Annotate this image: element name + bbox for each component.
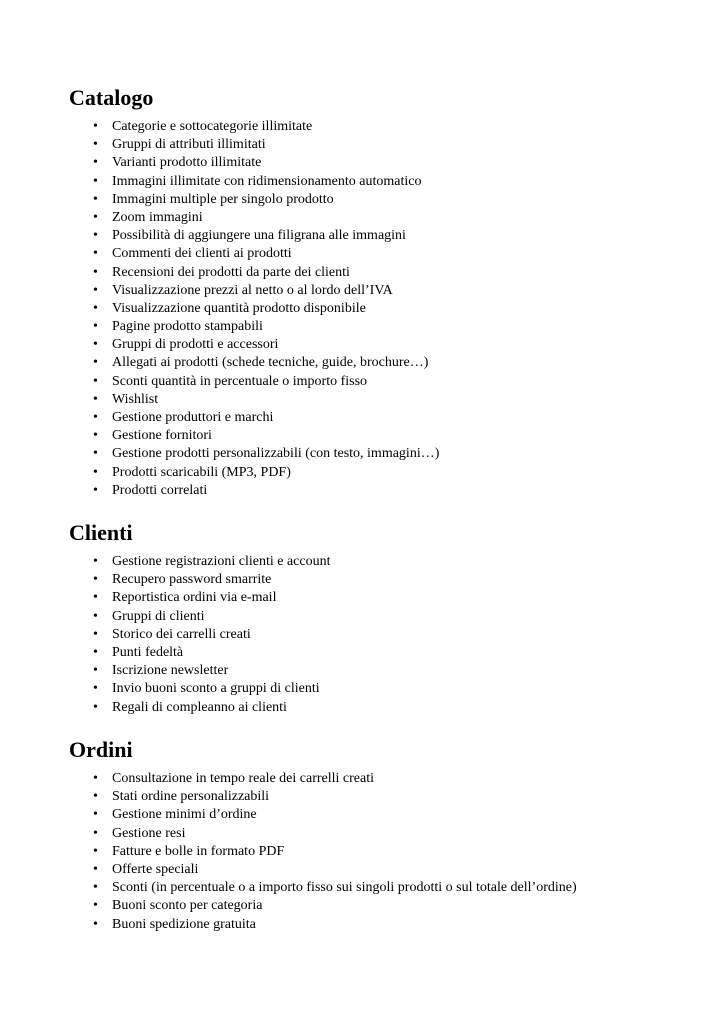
list-item [69,806,689,824]
list-item [69,897,689,915]
list-item-text: Allegati ai prodotti (schede tecniche, guide, brochure…) [112,355,429,371]
list-item-text: Offerte speciali [112,861,199,877]
list-item [69,136,689,154]
list-item [69,245,689,263]
bullet-icon: • [93,825,98,841]
list-item [69,318,689,336]
bullet-icon: • [93,264,98,280]
list-item-text: Iscrizione newsletter [112,663,229,679]
list-item [69,916,689,934]
list-item-text: Regali di compleanno ai clienti [112,699,287,715]
list-item [69,482,689,500]
list-item-text: Immagini multiple per singolo prodotto [112,191,334,207]
bullet-icon: • [93,155,98,171]
list-item-text: Gestione produttori e marchi [112,410,274,425]
bullet-icon: • [93,771,98,786]
list-item [69,788,689,806]
bullet-icon: • [93,843,98,859]
bullet-icon: • [93,789,98,805]
list-item [69,300,689,318]
list-item [69,191,689,209]
list-item [69,608,689,626]
list-item-text: Zoom immagini [112,209,203,225]
feature-list-catalogo [69,118,689,500]
list-item [69,699,689,717]
list-item-text: Invio buoni sconto a gruppi di clienti [112,681,320,697]
bullet-icon: • [93,391,98,407]
list-item-text: Possibilità di aggiungere una filigrana alle immagini [112,228,406,244]
bullet-icon: • [93,137,98,153]
bullet-icon: • [93,300,98,316]
bullet-icon: • [93,916,98,932]
list-item-text: Gestione resi [112,825,186,841]
list-item-text: Punti fedeltà [112,644,184,660]
bullet-icon: • [93,173,98,189]
feature-list-ordini [69,770,689,934]
list-item-text: Pagine prodotto stampabili [112,319,263,335]
bullet-icon: • [93,608,98,624]
list-item [69,118,689,136]
list-item [69,227,689,245]
list-item-text: Visualizzazione prezzi al netto o al lordo dell’IVA [112,282,393,298]
bullet-icon: • [93,410,98,425]
list-item [69,209,689,227]
list-item-text: Varianti prodotto illimitate [112,155,262,171]
list-item-text: Prodotti scaricabili (MP3, PDF) [112,464,291,480]
list-item-text: Prodotti correlati [112,482,208,498]
list-item [69,626,689,644]
list-item-text: Wishlist [112,391,159,407]
section-title-ordini: Ordini [69,737,133,762]
list-item [69,373,689,391]
list-item-text: Buoni spedizione gratuita [112,916,256,932]
list-item-text: Immagini illimitate con ridimensionamento automatico [112,173,422,189]
list-item [69,571,689,589]
bullet-icon: • [93,355,98,371]
section-title-clienti: Clienti [69,520,133,545]
list-item-text: Consultazione in tempo reale dei carrelli creati [112,771,374,786]
bullet-icon: • [93,663,98,679]
bullet-icon: • [93,464,98,480]
list-item-text: Visualizzazione quantità prodotto disponibile [112,300,366,316]
bullet-icon: • [93,209,98,225]
list-item [69,427,689,445]
list-item [69,843,689,861]
bullet-icon: • [93,246,98,262]
list-item-text: Sconti (in percentuale o a importo fisso sui singoli prodotti o sul totale dell’ordine) [112,880,577,896]
list-item-text: Fatture e bolle in formato PDF [112,843,285,859]
bullet-icon: • [93,626,98,642]
list-item-text: Categorie e sottocategorie illimitate [112,119,313,134]
bullet-icon: • [93,482,98,498]
list-item [69,825,689,843]
bullet-icon: • [93,373,98,389]
bullet-icon: • [93,590,98,606]
bullet-icon: • [93,446,98,462]
list-item-text: Gestione registrazioni clienti e account [112,554,331,569]
list-item-text: Sconti quantità in percentuale o importo fisso [112,373,368,389]
bullet-icon: • [93,898,98,914]
list-item [69,662,689,680]
list-item [69,770,689,788]
bullet-icon: • [93,644,98,660]
list-item [69,391,689,409]
list-item [69,354,689,372]
list-item-text: Buoni sconto per categoria [112,898,263,914]
list-item [69,879,689,897]
bullet-icon: • [93,337,98,353]
feature-list-clienti [69,553,689,717]
section-catalogo [69,84,689,500]
bullet-icon: • [93,681,98,697]
list-item-text: Gruppi di attributi illimitati [112,137,266,153]
list-item-text: Gestione minimi d’ordine [112,807,257,823]
bullet-icon: • [93,319,98,335]
bullet-icon: • [93,880,98,896]
list-item-text: Gestione prodotti personalizzabili (con testo, immagini…) [112,446,440,462]
list-item-text: Recupero password smarrite [112,572,272,588]
bullet-icon: • [93,572,98,588]
bullet-icon: • [93,699,98,715]
list-item [69,553,689,571]
list-item [69,409,689,427]
list-item [69,445,689,463]
list-item-text: Reportistica ordini via e-mail [112,590,277,606]
list-item-text: Commenti dei clienti ai prodotti [112,246,292,262]
list-item [69,336,689,354]
bullet-icon: • [93,282,98,298]
bullet-icon: • [93,807,98,823]
bullet-icon: • [93,428,98,444]
list-item [69,644,689,662]
section-clienti [69,519,689,717]
list-item [69,282,689,300]
list-item-text: Gruppi di clienti [112,608,205,624]
bullet-icon: • [93,554,98,569]
list-item [69,589,689,607]
bullet-icon: • [93,191,98,207]
section-title-catalogo: Catalogo [69,85,154,110]
list-item [69,154,689,172]
bullet-icon: • [93,861,98,877]
bullet-icon: • [93,119,98,134]
bullet-icon: • [93,228,98,244]
list-item-text: Storico dei carrelli creati [112,626,251,642]
list-item [69,464,689,482]
list-item-text: Gestione fornitori [112,428,212,444]
list-item-text: Gruppi di prodotti e accessori [112,337,279,353]
list-item [69,173,689,191]
list-item-text: Recensioni dei prodotti da parte dei clienti [112,264,350,280]
list-item [69,680,689,698]
list-item [69,264,689,282]
list-item-text: Stati ordine personalizzabili [112,789,270,805]
list-item [69,861,689,879]
section-ordini [69,736,689,934]
